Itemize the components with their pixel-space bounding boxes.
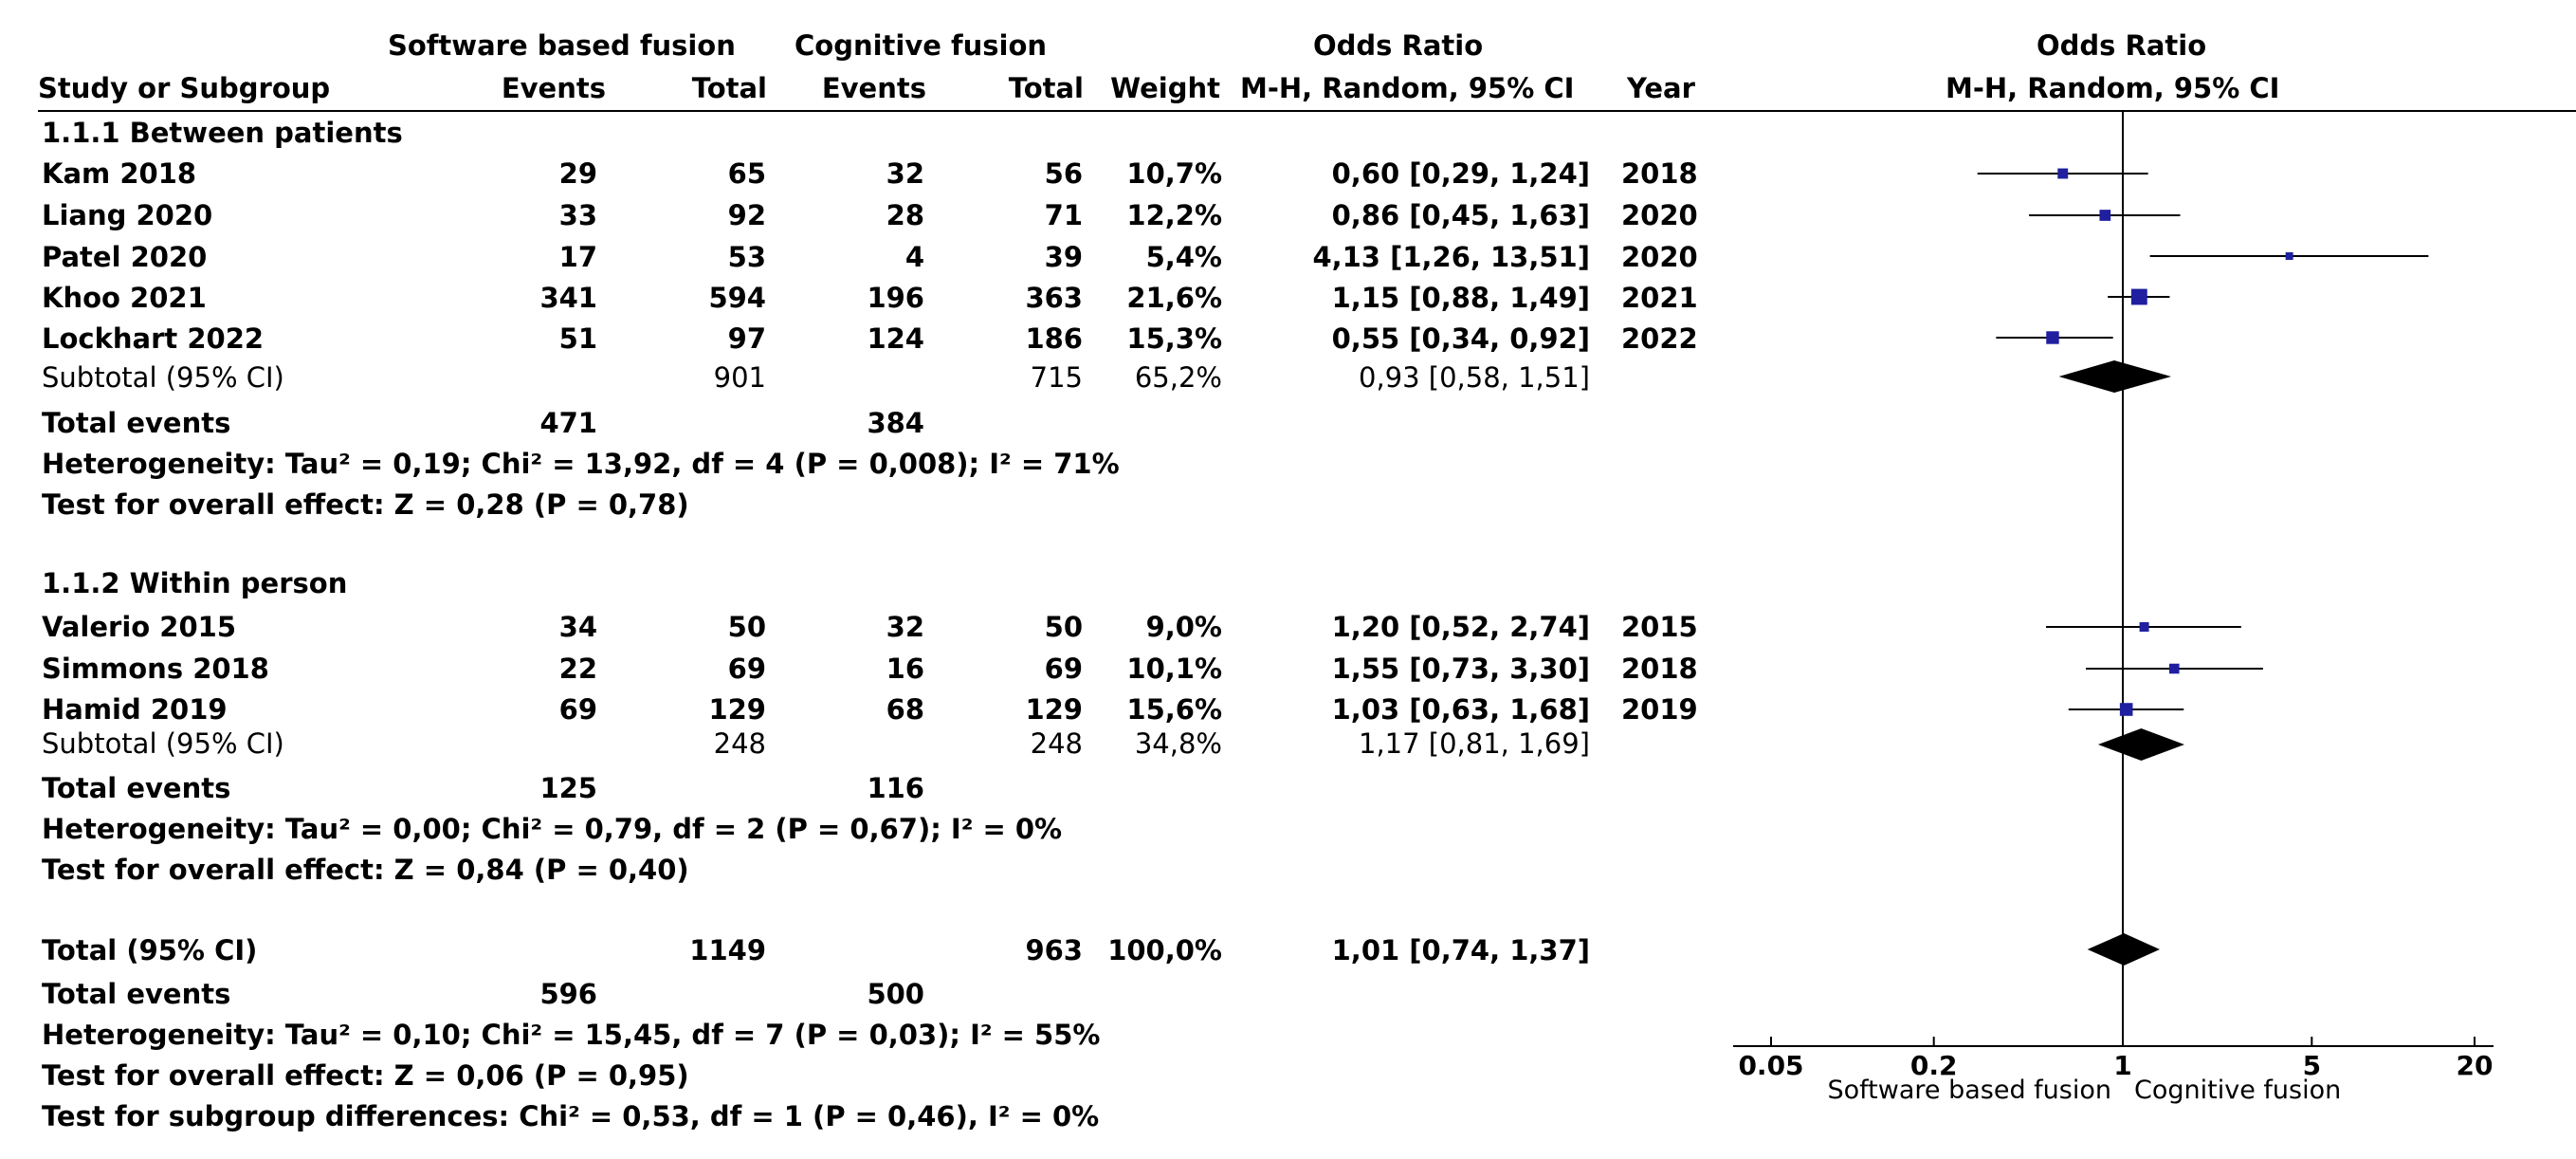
study-ci: 0,55 [0,34, 0,92] [1331, 322, 1590, 355]
study-events1: 33 [558, 199, 597, 231]
study-point [2286, 252, 2293, 260]
study-ci: 0,86 [0,45, 1,63] [1331, 199, 1590, 231]
subtotal-total2: 248 [1030, 727, 1083, 760]
study-name: Lockhart 2022 [42, 322, 265, 355]
plot-title: Odds Ratio [2037, 29, 2207, 62]
study-total1: 97 [727, 322, 766, 355]
total-events2: 116 [867, 772, 924, 804]
subtotal-label: Subtotal (95% CI) [42, 361, 284, 394]
total1-header: Total [691, 72, 767, 104]
study-name: Valerio 2015 [42, 611, 237, 643]
study-total2: 50 [1044, 611, 1083, 643]
subtotal-total1: 901 [713, 361, 766, 394]
study-total1: 53 [727, 241, 766, 273]
x-tick-label: 0.05 [1738, 1050, 1804, 1081]
total-events1: 471 [539, 407, 597, 439]
study-weight: 15,6% [1126, 693, 1222, 726]
study-events1: 341 [539, 282, 597, 314]
study-events1: 29 [558, 157, 597, 190]
or-method-header: M-H, Random, 95% CI [1240, 72, 1575, 104]
overall-effect-text: Test for overall effect: Z = 0,28 (P = 0,78) [42, 488, 689, 521]
subgroup-differences-text: Test for subgroup differences: Chi² = 0,53, df = 1 (P = 0,46), I² = 0% [42, 1100, 1100, 1132]
study-year: 2022 [1621, 322, 1698, 355]
study-events2: 32 [886, 611, 924, 643]
heterogeneity-text: Heterogeneity: Tau² = 0,10; Chi² = 15,45, df = 7 (P = 0,03); I² = 55% [42, 1019, 1101, 1051]
study-events2: 196 [867, 282, 924, 314]
subgroup-label: 1.1.2 Within person [42, 567, 348, 599]
study-events1: 22 [558, 653, 597, 685]
study-name: Liang 2020 [42, 199, 213, 231]
study-total1: 129 [708, 693, 766, 726]
study-point [2140, 622, 2149, 632]
study-point [2099, 210, 2110, 221]
study-total1: 69 [727, 653, 766, 685]
study-total1: 65 [727, 157, 766, 190]
study-name: Simmons 2018 [42, 653, 269, 685]
study-events2: 32 [886, 157, 924, 190]
study-weight: 15,3% [1126, 322, 1222, 355]
subtotal-weight: 34,8% [1134, 727, 1222, 760]
subtotal-label: Subtotal (95% CI) [42, 727, 284, 760]
heterogeneity-text: Heterogeneity: Tau² = 0,00; Chi² = 0,79, df = 2 (P = 0,67); I² = 0% [42, 813, 1063, 845]
study-name: Kam 2018 [42, 157, 197, 190]
total-events1: 596 [539, 978, 597, 1010]
study-events1: 69 [558, 693, 597, 726]
plot-method-header: M-H, Random, 95% CI [1946, 72, 2280, 104]
total-events2: 500 [867, 978, 924, 1010]
total-label: Total (95% CI) [42, 934, 258, 966]
weight-header: Weight [1110, 72, 1220, 104]
total-total2: 963 [1025, 934, 1083, 966]
total-total1: 1149 [689, 934, 766, 966]
pooled-diamond [2059, 360, 2171, 393]
study-weight: 10,1% [1126, 653, 1222, 685]
subtotal-weight: 65,2% [1134, 361, 1222, 394]
study-ci: 0,60 [0,29, 1,24] [1331, 157, 1590, 190]
total-events-label: Total events [42, 772, 231, 804]
study-point [2057, 169, 2068, 179]
overall-effect-text: Test for overall effect: Z = 0,06 (P = 0,95) [42, 1059, 689, 1092]
axis-right-label: Cognitive fusion [2134, 1076, 2342, 1105]
overall-effect-text: Test for overall effect: Z = 0,84 (P = 0,40) [42, 854, 689, 886]
study-events1: 17 [558, 241, 597, 273]
study-col-header: Study or Subgroup [38, 72, 331, 104]
study-events2: 124 [867, 322, 924, 355]
study-name: Patel 2020 [42, 241, 208, 273]
study-weight: 12,2% [1126, 199, 1222, 231]
study-year: 2020 [1621, 241, 1698, 273]
study-point [2120, 703, 2133, 716]
study-total2: 363 [1025, 282, 1083, 314]
study-events2: 4 [904, 241, 924, 273]
subtotal-total1: 248 [713, 727, 766, 760]
study-total1: 594 [708, 282, 766, 314]
year-header: Year [1627, 72, 1695, 104]
study-events2: 16 [886, 653, 924, 685]
total-events-label: Total events [42, 978, 231, 1010]
study-year: 2021 [1621, 282, 1698, 314]
study-ci: 1,15 [0,88, 1,49] [1331, 282, 1590, 314]
study-total2: 129 [1025, 693, 1083, 726]
study-ci: 1,20 [0,52, 2,74] [1331, 611, 1590, 643]
study-year: 2018 [1621, 157, 1698, 190]
study-year: 2015 [1621, 611, 1698, 643]
group2-header: Cognitive fusion [795, 29, 1048, 62]
study-events1: 51 [558, 322, 597, 355]
axis-left-label: Software based fusion [1827, 1076, 2111, 1105]
study-ci: 1,03 [0,63, 1,68] [1331, 693, 1590, 726]
total-events1: 125 [539, 772, 597, 804]
study-year: 2018 [1621, 653, 1698, 685]
x-tick-label: 1 [2113, 1050, 2132, 1081]
x-tick-label: 0.2 [1909, 1050, 1958, 1081]
total-events2: 384 [867, 407, 924, 439]
study-total2: 39 [1044, 241, 1083, 273]
events1-header: Events [501, 72, 606, 104]
group1-header: Software based fusion [388, 29, 736, 62]
total-events-label: Total events [42, 407, 231, 439]
study-total2: 71 [1044, 199, 1083, 231]
study-events2: 28 [886, 199, 924, 231]
study-total2: 56 [1044, 157, 1083, 190]
study-total2: 186 [1025, 322, 1083, 355]
study-point [2169, 664, 2180, 674]
study-ci: 4,13 [1,26, 13,51] [1312, 241, 1590, 273]
x-tick-label: 20 [2456, 1050, 2494, 1081]
study-total1: 92 [727, 199, 766, 231]
study-point [2046, 331, 2058, 343]
study-weight: 5,4% [1145, 241, 1222, 273]
subtotal-ci: 0,93 [0,58, 1,51] [1359, 361, 1590, 394]
study-ci: 1,55 [0,73, 3,30] [1331, 653, 1590, 685]
study-total2: 69 [1044, 653, 1083, 685]
study-weight: 9,0% [1145, 611, 1222, 643]
study-name: Hamid 2019 [42, 693, 228, 726]
x-tick-label: 5 [2302, 1050, 2322, 1081]
study-point [2131, 289, 2147, 305]
study-weight: 10,7% [1126, 157, 1222, 190]
total2-header: Total [1008, 72, 1084, 104]
study-total1: 50 [727, 611, 766, 643]
study-year: 2020 [1621, 199, 1698, 231]
subgroup-label: 1.1.1 Between patients [42, 117, 403, 149]
subtotal-ci: 1,17 [0,81, 1,69] [1359, 727, 1590, 760]
total-weight: 100,0% [1107, 934, 1222, 966]
events2-header: Events [821, 72, 926, 104]
study-events2: 68 [886, 693, 924, 726]
study-year: 2019 [1621, 693, 1698, 726]
pooled-diamond [2088, 933, 2160, 966]
study-events1: 34 [558, 611, 597, 643]
subtotal-total2: 715 [1030, 361, 1083, 394]
heterogeneity-text: Heterogeneity: Tau² = 0,19; Chi² = 13,92, df = 4 (P = 0,008); I² = 71% [42, 448, 1120, 480]
study-name: Khoo 2021 [42, 282, 207, 314]
pooled-diamond [2098, 728, 2184, 761]
total-ci: 1,01 [0,74, 1,37] [1331, 934, 1590, 966]
study-weight: 21,6% [1126, 282, 1222, 314]
or-title: Odds Ratio [1313, 29, 1484, 62]
